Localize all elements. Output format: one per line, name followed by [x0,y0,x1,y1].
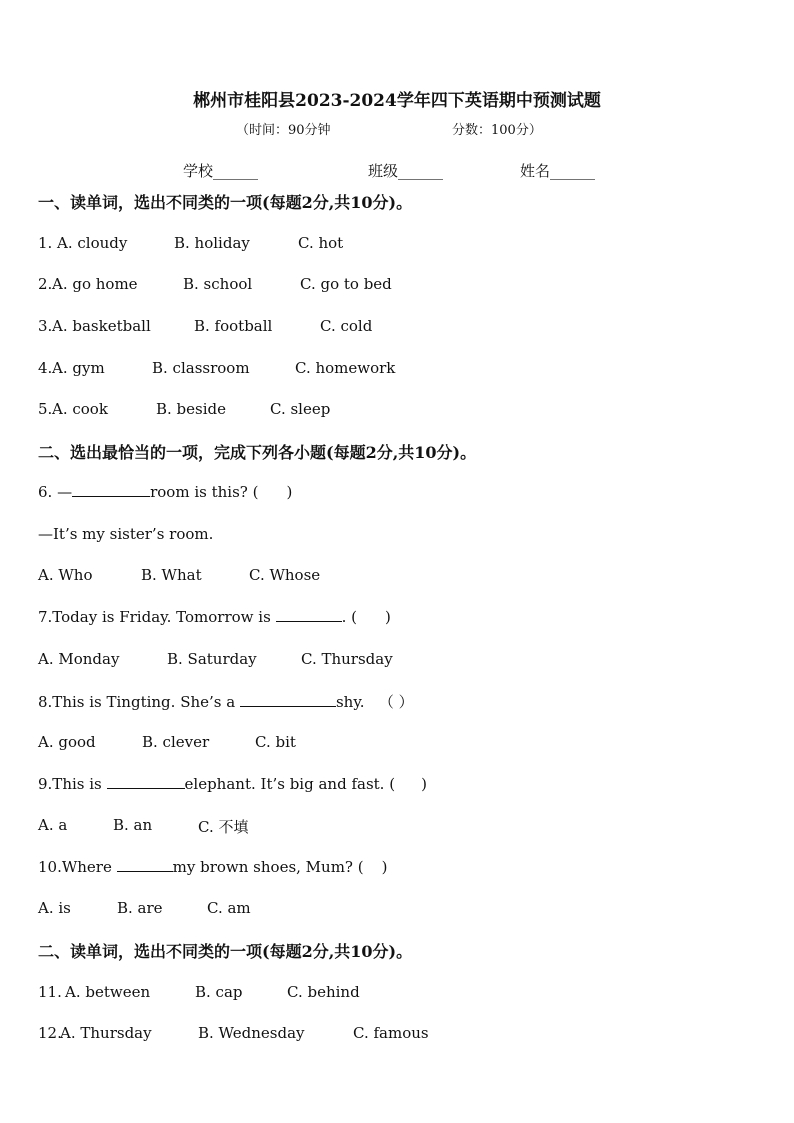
q12-number: 12. [38,1024,62,1042]
q5-option-a: A. cook [52,400,108,418]
q6-dialogue-answer: —It’s my sister’s room. [38,525,214,543]
q1-number: 1. [38,234,53,252]
q7-stem-end: . ( [341,608,357,626]
q9-stem-start: 9.This is [38,775,102,793]
school-blank: ______ [213,162,259,180]
q8-option-b: B. clever [142,733,210,751]
q8-options [38,733,758,753]
q9-blank [107,775,185,789]
question-9 [38,775,427,793]
name-field [520,160,595,181]
school-label: 学校 [183,162,214,180]
question-3 [38,317,758,337]
class-blank: ______ [398,162,444,180]
q12-option-c: C. famous [353,1024,429,1042]
q7-stem-start: 7.Today is Friday. Tomorrow is [38,608,271,626]
q6-stem-start: 6. — [38,483,73,501]
q10-blank [117,858,173,872]
q11-option-b: B. cap [195,983,243,1001]
q12-option-b: B. Wednesday [198,1024,305,1042]
question-6 [38,483,292,501]
q9-stem-end: elephant. It’s big and fast. ( [184,775,396,793]
class-field [368,160,443,181]
q8-blank [240,693,336,707]
q11-number: 11. [38,983,62,1001]
q3-option-c: C. cold [320,317,373,335]
q1-option-c: C. hot [298,234,344,252]
q10-stem-end: my brown shoes, Mum? ( [172,858,364,876]
q6-paren-close: ) [286,483,293,501]
question-12 [38,1024,758,1044]
q7-paren-close: ) [384,608,391,626]
q7-blank [276,608,342,622]
q10-paren-close: ) [381,858,388,876]
q11-option-c: C. behind [287,983,360,1001]
exam-time: （时间：90分钟 [236,123,331,138]
section-1-heading: 一、读单词，选出不同类的一项(每题2分,共10分)。 [38,193,413,212]
question-11 [38,983,758,1003]
q6-stem-end: room is this? ( [150,483,259,501]
q4-number: 4. [38,359,53,377]
q6-option-b: B. What [141,566,202,584]
q2-number: 2. [38,275,53,293]
question-10 [38,858,387,876]
q7-options [38,650,758,670]
q8-option-a: A. good [38,733,96,751]
q7-option-a: A. Monday [38,650,120,668]
q7-option-c: C. Thursday [301,650,393,668]
q6-option-c: C. Whose [249,566,321,584]
q3-number: 3. [38,317,53,335]
q3-option-b: B. football [194,317,273,335]
q5-option-c: C. sleep [270,400,331,418]
exam-score: 分数：100分） [452,123,542,138]
q8-option-c: C. bit [255,733,296,751]
q6-options [38,566,758,586]
class-label: 班级 [368,162,399,180]
q10-options [38,899,758,919]
q9-options [38,816,758,836]
name-label: 姓名 [520,162,551,180]
q5-number: 5. [38,400,53,418]
name-blank: ______ [550,162,596,180]
question-1 [38,234,758,254]
q9-paren-close: ) [421,775,427,793]
q4-option-c: C. homework [295,359,396,377]
section-2-heading: 二、选出最恰当的一项，完成下列各小题(每题2分,共10分)。 [38,443,477,462]
q4-option-b: B. classroom [152,359,250,377]
q12-option-a: A. Thursday [60,1024,152,1042]
q8-stem-start: 8.This is Tingting. She’s a [38,693,236,711]
question-2 [38,275,758,295]
section-3-heading: 二、读单词，选出不同类的一项(每题2分,共10分)。 [38,942,413,961]
question-8 [38,691,414,712]
question-7 [38,608,391,626]
q6-option-a: A. Who [38,566,93,584]
question-4 [38,359,758,379]
q1-option-b: B. holiday [174,234,250,252]
q5-option-b: B. beside [156,400,227,418]
q3-option-a: A. basketball [52,317,151,335]
question-5 [38,400,758,420]
q2-option-a: A. go home [52,275,138,293]
q10-option-b: B. are [117,899,163,917]
q6-blank [72,483,150,497]
q1-option-a: A. cloudy [57,234,128,252]
q11-option-a: A. between [65,983,151,1001]
q9-option-b: B. an [113,816,153,834]
q4-option-a: A. gym [52,359,105,377]
q10-option-a: A. is [38,899,71,917]
page-title: 郴州市桂阳县2023-2024学年四下英语期中预测试题 [193,91,601,111]
q10-option-c: C. am [207,899,251,917]
q9-option-a: A. a [38,816,68,834]
q8-stem-end: shy. [335,693,365,711]
q7-option-b: B. Saturday [167,650,257,668]
q2-option-b: B. school [183,275,253,293]
q8-paren: （ ） [378,693,414,711]
q2-option-c: C. go to bed [300,275,392,293]
q10-stem-start: 10.Where [38,858,112,876]
school-field [183,160,258,181]
q9-option-c: C. 不填 [198,818,249,836]
